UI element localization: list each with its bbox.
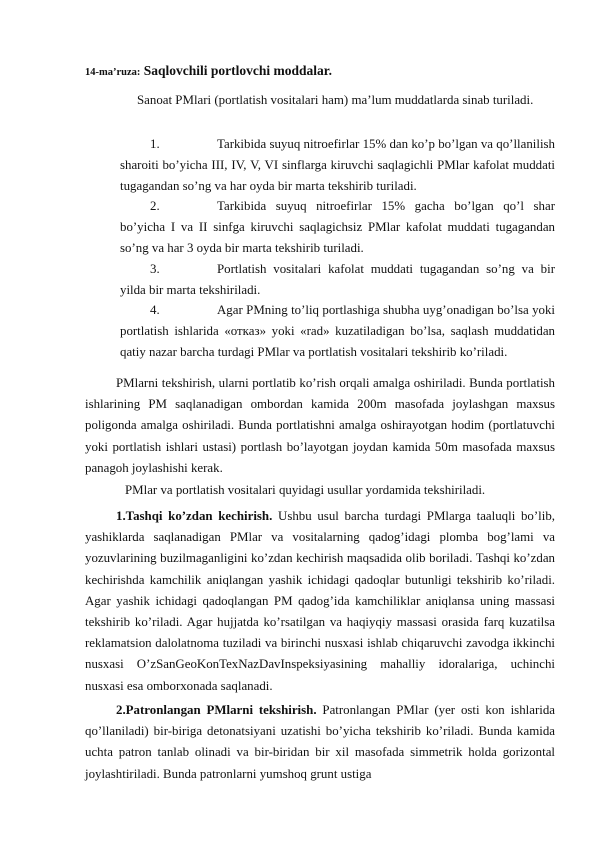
section-text: Ushbu usul barcha turdagi PMlarga taaluqli bo’lib, yashiklarda saqlanadigan PMlar va vositalarning qadog’idagi plomba bog’lami va yozuvlarining buzilmaganligini ko’zdan kechirish maqsadida olib boriladi. Tashqi ko’zdan kechirishda kamchilik aniqlangan yashik ichidagi qadoqlar butunligi tekshirib ko’riladi. Agar yashik ichidagi qadoqlangan PM qadog’ida kamchiliklar aniqlansa uning massasi tekshirib ko’riladi. Agar hujjatda ko’rsatilgan va haqiyqiy massasi orasida farq kuzatilsa reklamatsion dalolatnoma tuziladi va birinchi nusxasi ishlab chiqaruvchi zavodga ikkinchi nusxasi O’zSanGeoKonTexNazDavInspeksiyasining mahalliy idoralariga, uchinchi nusxasi esa omborxonada saqlanadi. xyxy=(85,509,555,693)
section-text: Patronlangan PMlar (yer osti kon ishlarida qo’llaniladi) bir-biriga detonatsiyani uzatishi bo’yicha tekshirib ko’riladi. Bunda kamida uchta patron tanlab olinadi va bir-biridan bir xil masofada simmetrik holda gorizontal joylashtiriladi. Bunda patronlarni yumshoq grunt ustiga xyxy=(85,703,555,781)
lecture-number: 14-ma’ruza: xyxy=(85,67,141,78)
check-period-list xyxy=(120,134,555,363)
list-item-text: Tarkibida suyuq nitroefirlar 15% gacha bo’lgan qo’l shar bo’yicha I va II sinfga kiruvchi saqlagichsiz PMlar kafolat muddati tugagandan so’ng va har 3 oyda bir marta tekshirib turiladi. xyxy=(120,199,555,255)
list-item-text: Portlatish vositalari kafolat muddati tugagandan so’ng va bir yilda bir marta tekshiriladi. xyxy=(120,261,555,297)
list-item xyxy=(120,196,555,258)
list-item-number: 4. xyxy=(150,303,160,318)
section-cartridge-test xyxy=(85,700,555,785)
list-item xyxy=(120,300,555,362)
methods-paragraph: PMlar va portlatish vositalari quyidagi usullar yordamida tekshiriladi. xyxy=(125,483,486,497)
list-item-text: Tarkibida suyuq nitroefirlar 15% dan ko’p bo’lgan va qo’llanilish sharoiti bo’yicha III, IV, V, VI sinflarga kiruvchi saqlagichli PMlar kafolat muddati tugagandan so’ng va har oyda bir marta tekshirib turiladi. xyxy=(120,137,555,193)
list-item xyxy=(120,134,555,196)
testing-paragraph: PMlarni tekshirish, ularni portlatib ko’rish orqali amalga oshiriladi. Bunda portlatish ishlarining PM saqlanadigan ombordan kamida 200m masofada joylashgan maxsus poligonda amalga oshiriladi. Bunda portlatishni amalga oshirayotgan hodim (portlatuvchi yoki portlatish ishlari ustasi) portlash bo’layotgan joydan kamida 50m masofada maxsus panagoh joylashishi kerak. xyxy=(85,376,555,475)
list-item-number: 3. xyxy=(150,261,160,276)
section-title: 2.Patronlangan PMlarni tekshirish. xyxy=(116,703,317,717)
section-visual-inspection xyxy=(85,506,555,697)
intro-paragraph: Sanoat PMlari (portlatish vositalari ham) ma’lum muddatlarda sinab turiladi. xyxy=(137,93,534,107)
list-item-number: 2. xyxy=(150,199,160,214)
section-title: 1.Tashqi ko’zdan kechirish. xyxy=(116,509,273,523)
list-item xyxy=(120,259,555,301)
lecture-title: Saqlovchili portlovchi moddalar. xyxy=(143,63,332,78)
list-item-text: Agar PMning to’liq portlashiga shubha uyg’onadigan bo’lsa yoki portlatish ishlarida «отказ» yoki «rad» kuzatiladigan bo’lsa, saqlash muddatidan qatiy nazar barcha turdagi PMlar va portlatish vositalari tekshirib ko’riladi. xyxy=(120,303,555,359)
lecture-heading xyxy=(85,63,555,81)
list-item-number: 1. xyxy=(150,137,160,151)
